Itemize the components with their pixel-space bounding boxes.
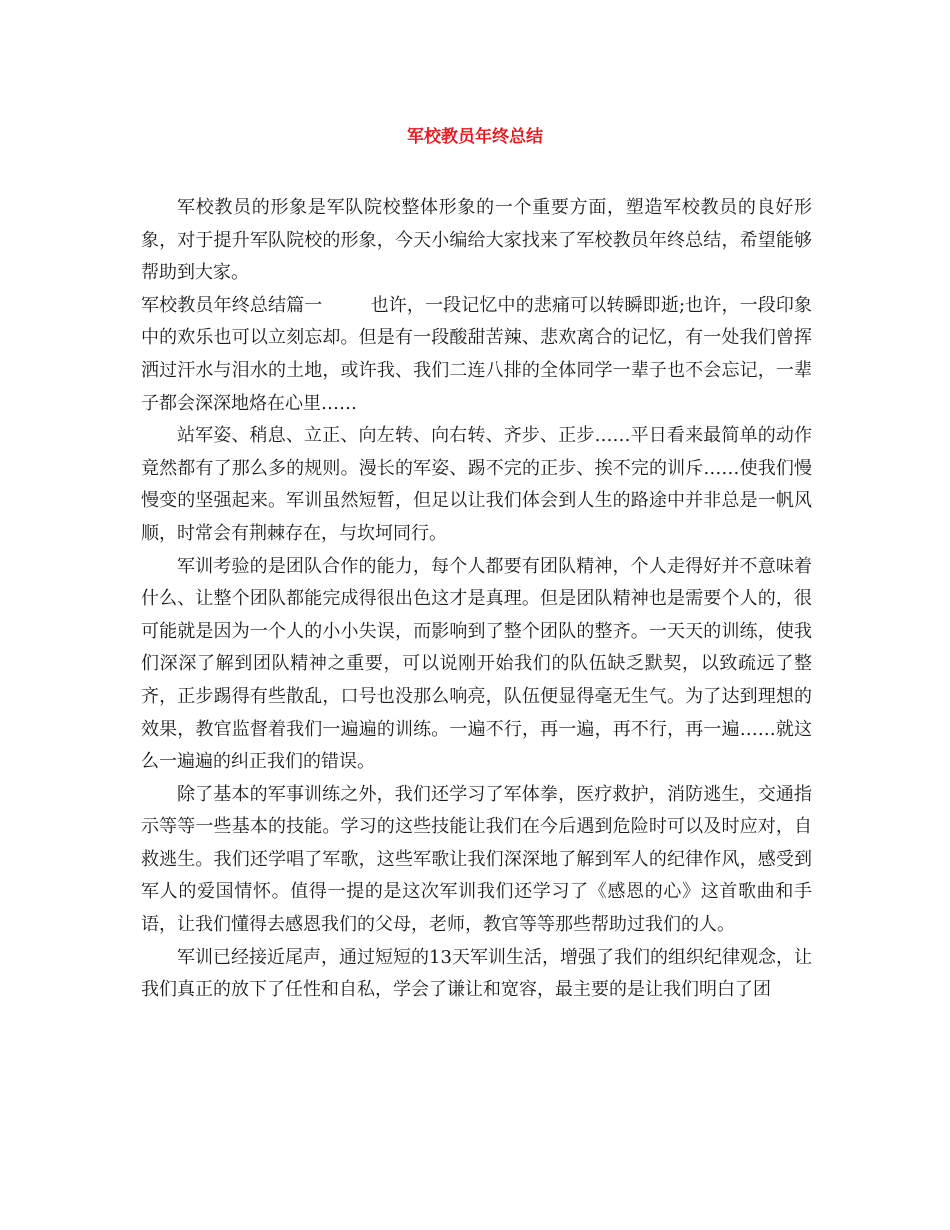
document-body bbox=[141, 192, 812, 1007]
document-title: 军校教员年终总结 bbox=[407, 127, 543, 147]
body-paragraph: 军训考验的是团队合作的能力，每个人都要有团队精神，个人走得好并不意味着什么、让整个团队都能完成得很出色这才是真理。但是团队精神也是需要个人的，很可能就是因为一个人的小小失误，而影响到了整个团队的整齐。一天天的训练，使我们深深了解到团队精神之重要，可以说刚开始我们的队伍缺乏默契，以致疏远了整齐，正步踢得有些散乱，口号也没那么响亮，队伍便显得毫无生气。为了达到理想的效果，教官监督着我们一遍遍的训练。一遍不行，再一遍，再不行，再一遍……就这么一遍遍的纠正我们的错误。 bbox=[141, 555, 812, 773]
section-text: 也许，一段记忆中的悲痛可以转瞬即逝;也许，一段印象中的欢乐也可以立刻忘却。但是有一段酸甜苦辣、悲欢离合的记忆，有一处我们曾挥洒过汗水与泪水的土地，或许我、我们二连八排的全体同学一辈子也不会忘记，一辈子都会深深地烙在心里…… bbox=[141, 294, 813, 414]
body-paragraph: 军训已经接近尾声，通过短短的13天军训生活，增强了我们的组织纪律观念，让我们真正的放下了任性和自私，学会了谦让和宽容，最主要的是让我们明白了团 bbox=[141, 946, 812, 1001]
body-paragraph: 除了基本的军事训练之外，我们还学习了军体拳，医疗救护，消防逃生，交通指示等等一些基本的技能。学习的这些技能让我们在今后遇到危险时可以及时应对，自救逃生。我们还学唱了军歌，这些军歌让我们深深地了解到军人的纪律作风，感受到军人的爱国情怀。值得一提的是这次军训我们还学习了《感恩的心》这首歌曲和手语，让我们懂得去感恩我们的父母，老师，教官等等那些帮助过我们的人。 bbox=[141, 783, 812, 936]
intro-paragraph: 军校教员的形象是军队院校整体形象的一个重要方面，塑造军校教员的良好形象，对于提升军队院校的形象，今天小编给大家找来了军校教员年终总结，希望能够帮助到大家。 bbox=[141, 197, 812, 284]
section-paragraph bbox=[141, 290, 812, 420]
section-heading: 军校教员年终总结篇一 bbox=[141, 294, 323, 316]
body-paragraph: 站军姿、稍息、立正、向左转、向右转、齐步、正步……平日看来最简单的动作竟然都有了那么多的规则。漫长的军姿、踢不完的正步、挨不完的训斥……使我们慢慢变的坚强起来。军训虽然短暂，但足以让我们体会到人生的路途中并非总是一帆风顺，时常会有荆棘存在，与坎坷同行。 bbox=[141, 425, 812, 544]
